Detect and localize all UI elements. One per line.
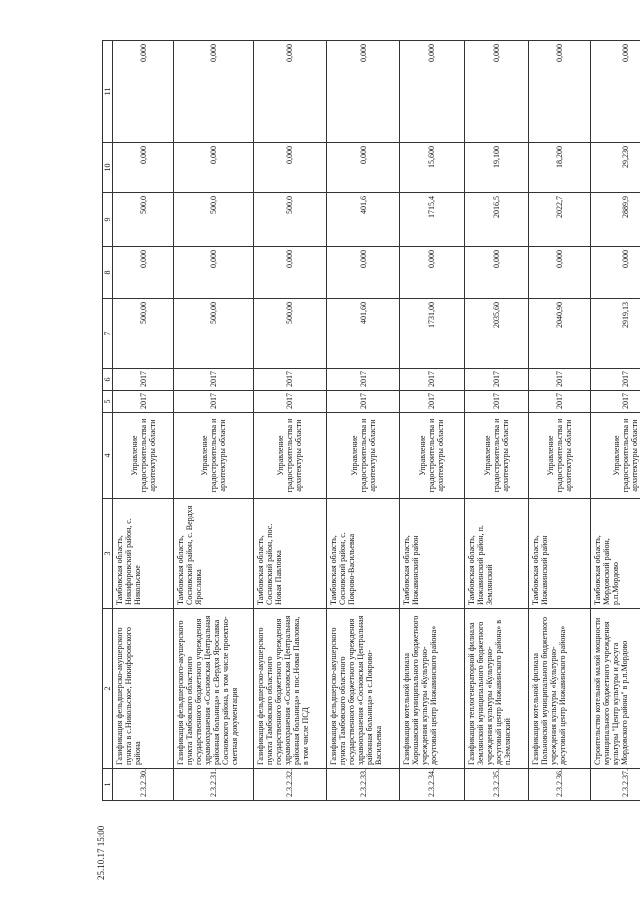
row-location: Тамбовская область, Инжавинский район	[400, 499, 464, 609]
row-col11: 0,000	[464, 41, 528, 143]
row-col11: 0,000	[528, 41, 590, 143]
row-col8: 0,000	[464, 247, 528, 299]
row-year-start: 2017	[590, 391, 640, 413]
row-col9: 500,0	[113, 193, 174, 247]
row-year-end: 2017	[174, 369, 254, 391]
row-year-start: 2017	[113, 391, 174, 413]
header-col-2: 2	[103, 609, 113, 769]
table-row	[400, 41, 464, 801]
row-year-end: 2017	[253, 369, 326, 391]
row-code: 2.3.2.37.	[590, 769, 640, 801]
row-col8: 0,000	[528, 247, 590, 299]
header-col-3: 3	[103, 499, 113, 609]
row-col8: 0,000	[253, 247, 326, 299]
row-col10: 18,200	[528, 143, 590, 193]
row-col10: 19,100	[464, 143, 528, 193]
row-location: Тамбовская область, Инжавинский район, п. Землянский	[464, 499, 528, 609]
header-col-9: 9	[103, 193, 113, 247]
row-col8: 0,000	[174, 247, 254, 299]
row-col9: 2022,7	[528, 193, 590, 247]
table-row	[528, 41, 590, 801]
row-name: Газификация фельдшерского-акушерского пункта Тамбовского областного государственного бюджетного учреждения здравоохранения «Сосновская Центральная районная больница» в с.Вердхя Ярославка Сосновского района, в том числе проектно-сметная документация	[174, 609, 254, 769]
header-col-7: 7	[103, 299, 113, 369]
row-year-end: 2017	[113, 369, 174, 391]
row-code: 2.3.2.34.	[400, 769, 464, 801]
row-name: Строительство котельной малой мощности муниципального бюджетного учреждения культуры "Центр культуры и досуга Мордовского района" в р.п.Мордово	[590, 609, 640, 769]
header-col-1: 1	[103, 769, 113, 801]
budget-table	[102, 40, 640, 801]
row-year-end: 2017	[400, 369, 464, 391]
header-col-6: 6	[103, 369, 113, 391]
row-code: 2.3.2.35.	[464, 769, 528, 801]
row-location: Тамбовская область, Инжавинский район	[528, 499, 590, 609]
row-col10: 0,000	[253, 143, 326, 193]
row-location: Тамбовская область, Мордовский район, р.п.Мордово	[590, 499, 640, 609]
row-cost: 500,00	[113, 299, 174, 369]
table-body	[113, 41, 640, 801]
header-col-8: 8	[103, 247, 113, 299]
row-col8: 0,000	[113, 247, 174, 299]
row-col10: 29,230	[590, 143, 640, 193]
row-year-start: 2017	[400, 391, 464, 413]
row-customer: Управление градостроительства и архитектуры области	[400, 413, 464, 499]
row-customer: Управление градостроительства и архитектуры области	[590, 413, 640, 499]
row-col11: 0,000	[113, 41, 174, 143]
row-col9: 2016,5	[464, 193, 528, 247]
table-row	[464, 41, 528, 801]
row-name: Газификация котельной филиала Польновский муниципального бюджетного учреждения культуры «Культурно-досуговый центр Инжавинского района»	[528, 609, 590, 769]
row-location: Тамбовская область, Сосновский район, с. Покрово-Васильевка	[327, 499, 400, 609]
row-col9: 500,0	[253, 193, 326, 247]
row-location: Тамбовская область, Сосновский район, с. Вердхя Ярославка	[174, 499, 254, 609]
row-year-end: 2017	[528, 369, 590, 391]
row-code: 2.3.2.30.	[113, 769, 174, 801]
row-customer: Управление градостроительства и архитектуры области	[464, 413, 528, 499]
row-year-end: 2017	[464, 369, 528, 391]
row-customer: Управление градостроительства и архитектуры области	[528, 413, 590, 499]
row-customer: Управление градостроительства и архитектуры области	[174, 413, 254, 499]
row-year-start: 2017	[464, 391, 528, 413]
row-col9: 2889,9	[590, 193, 640, 247]
table-row	[174, 41, 254, 801]
row-code: 2.3.2.31.	[174, 769, 254, 801]
row-location: Тамбовская область, Никифоровский район, с. Никольское	[113, 499, 174, 609]
table-row	[590, 41, 640, 801]
row-cost: 500,00	[174, 299, 254, 369]
row-year-start: 2017	[528, 391, 590, 413]
row-col11: 0,000	[327, 41, 400, 143]
table-row	[113, 41, 174, 801]
row-year-end: 2017	[327, 369, 400, 391]
header-col-10: 10	[103, 143, 113, 193]
row-name: Газификация котельной филиала Хорошавский муниципального бюджетного учреждения культуры «Культурно-досуговый центр Инжавинского района»	[400, 609, 464, 769]
row-customer: Управление градостроительства и архитектуры области	[327, 413, 400, 499]
row-location: Тамбовская область, Сосновский район, пос. Новая Павловка	[253, 499, 326, 609]
print-timestamp: 25.10.17 15:00	[96, 825, 106, 880]
row-customer: Управление градостроительства и архитектуры области	[113, 413, 174, 499]
row-col9: 500,0	[174, 193, 254, 247]
budget-table-rotated	[102, 41, 640, 801]
row-name: Газификация фельдшерско-акушерского пункта Тамбовского областного государственного бюджетного учреждения здравоохранения «Сосновская Центральная районная больница» в с.Покрово-Васильевка	[327, 609, 400, 769]
row-col11: 0,000	[590, 41, 640, 143]
row-col9: 401,6	[327, 193, 400, 247]
row-cost: 1731,00	[400, 299, 464, 369]
row-col8: 0,000	[400, 247, 464, 299]
row-year-start: 2017	[253, 391, 326, 413]
row-col10: 15,600	[400, 143, 464, 193]
row-year-end: 2017	[590, 369, 640, 391]
row-col10: 0,000	[113, 143, 174, 193]
row-col9: 1715,4	[400, 193, 464, 247]
row-col8: 0,000	[590, 247, 640, 299]
row-customer: Управление градостроительства и архитектуры области	[253, 413, 326, 499]
row-name: Газификация фельдшерско-акушерского пункта в с.Никольское, Никифоровского района	[113, 609, 174, 769]
table-row	[327, 41, 400, 801]
table-row	[253, 41, 326, 801]
header-col-11: 11	[103, 41, 113, 143]
row-cost: 2035,60	[464, 299, 528, 369]
row-name: Газификация фельдшерско-акушерского пункта Тамбовского областного государственного бюджетного учреждения здравоохранения «Сосновская Центральная районная больница» в пос.Новая Павловка, в том числе ПСД	[253, 609, 326, 769]
row-cost: 401,60	[327, 299, 400, 369]
row-col8: 0,000	[327, 247, 400, 299]
row-code: 2.3.2.36.	[528, 769, 590, 801]
header-col-4: 4	[103, 413, 113, 499]
row-cost: 500,00	[253, 299, 326, 369]
row-col10: 0,000	[327, 143, 400, 193]
header-number-row	[103, 41, 113, 801]
row-cost: 2919,13	[590, 299, 640, 369]
row-col10: 0,000	[174, 143, 254, 193]
row-year-start: 2017	[327, 391, 400, 413]
row-name: Газификация теплогенераторной филиала Землянский муниципального бюджетного учреждения культуры «Культурно-досуговый центр Инжавинского района» в п.Землянский	[464, 609, 528, 769]
row-cost: 2040,90	[528, 299, 590, 369]
row-year-start: 2017	[174, 391, 254, 413]
row-col11: 0,000	[400, 41, 464, 143]
row-col11: 0,000	[253, 41, 326, 143]
row-code: 2.3.2.33.	[327, 769, 400, 801]
row-code: 2.3.2.32.	[253, 769, 326, 801]
header-col-5: 5	[103, 391, 113, 413]
row-col11: 0,000	[174, 41, 254, 143]
